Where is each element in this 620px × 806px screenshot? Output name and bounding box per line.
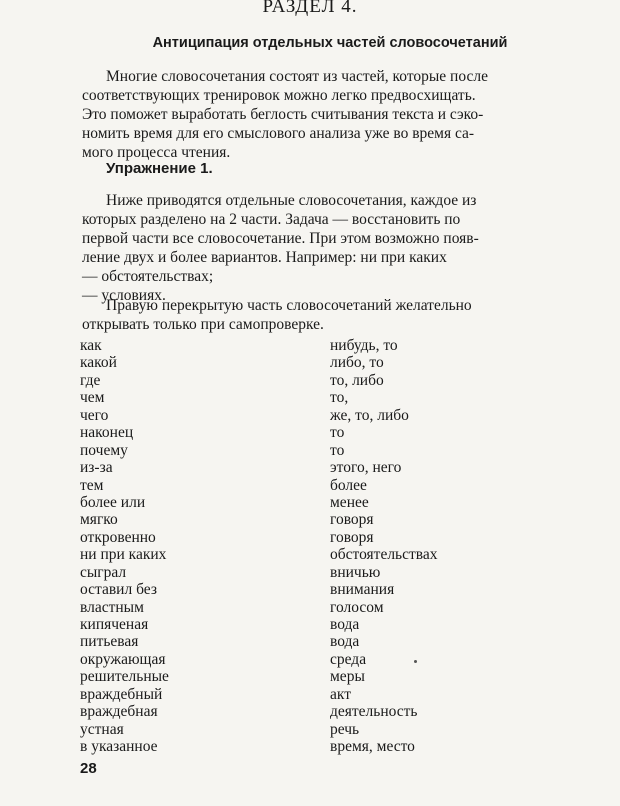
print-speck [414, 660, 417, 663]
word-pair-row [80, 337, 600, 354]
word-pair-row [80, 529, 600, 546]
word-pair-right: вода [330, 633, 360, 651]
word-pair-right: либо, то [330, 354, 384, 372]
word-pair-row [80, 581, 600, 598]
note-line: Правую перекрытую часть словосочетаний желательно [106, 297, 472, 314]
word-pair-left: более или [80, 493, 146, 511]
intro-line: Это поможет выработать беглость считывания текста и сэко- [82, 106, 484, 123]
word-pair-right: время, место [330, 738, 415, 756]
word-pair-row [80, 442, 600, 459]
word-pair-left: чего [80, 406, 109, 424]
word-pair-left: откровенно [80, 528, 156, 546]
word-pair-left: из-за [80, 459, 113, 477]
word-pair-left: наконец [80, 424, 134, 442]
exercise-instructions [82, 191, 582, 305]
word-pair-right: меры [330, 668, 365, 686]
word-pair-right: речь [330, 720, 360, 738]
word-pair-left: ни при каких [80, 546, 167, 564]
word-pair-row [80, 651, 600, 668]
exercise-line: которых разделено на 2 части. Задача — восстановить по [82, 211, 461, 228]
exercise-line: Ниже приводятся отдельные словосочетания, каждое из [106, 192, 477, 209]
word-pair-right: то, либо [330, 371, 384, 389]
word-pair-right: то, [330, 389, 349, 407]
exercise-line: — обстоятельствах; [82, 268, 214, 285]
section-title: РАЗДЕЛ 4. [262, 0, 358, 17]
word-pair-left: чем [80, 389, 105, 407]
word-pair-row [80, 616, 600, 633]
word-pair-left: какой [80, 354, 117, 372]
word-pair-right: вничью [330, 563, 381, 581]
word-pair-left: в указанное [80, 738, 158, 756]
word-pair-row [80, 494, 600, 511]
word-pair-left: властным [80, 598, 144, 616]
word-pair-list [80, 337, 600, 756]
word-pair-right: голосом [330, 598, 384, 616]
word-pair-right: то [330, 441, 345, 459]
word-pair-left: окружающая [80, 650, 166, 668]
word-pair-left: сыграл [80, 563, 127, 581]
word-pair-left: питьевая [80, 633, 139, 651]
word-pair-row [80, 372, 600, 389]
word-pair-left: как [80, 337, 102, 354]
word-pair-right: то [330, 424, 345, 442]
word-pair-right: обстоятельствах [330, 546, 438, 564]
word-pair-row [80, 721, 600, 738]
word-pair-right: же, то, либо [330, 406, 409, 424]
exercise-title: Упражнение 1. [106, 160, 213, 177]
word-pair-right: говоря [330, 511, 374, 529]
word-pair-row [80, 389, 600, 406]
word-pair-right: менее [330, 493, 369, 511]
intro-line: Многие словосочетания состоят из частей, которые после [106, 68, 488, 85]
word-pair-row [80, 633, 600, 650]
word-pair-row [80, 564, 600, 581]
word-pair-row [80, 599, 600, 616]
word-pair-left: мягко [80, 511, 118, 529]
word-pair-right: нибудь, то [330, 337, 398, 354]
word-pair-left: кипяченая [80, 616, 149, 633]
word-pair-row [80, 668, 600, 685]
word-pair-left: враждебная [80, 703, 158, 721]
word-pair-left: почему [80, 441, 128, 459]
word-pair-row [80, 738, 600, 755]
word-pair-row [80, 686, 600, 703]
intro-line: номить время для его смыслового анализа уже во время са- [82, 125, 475, 142]
word-pair-row [80, 459, 600, 476]
word-pair-right: деятельность [330, 703, 418, 721]
word-pair-right: внимания [330, 581, 395, 599]
word-pair-row [80, 407, 600, 424]
word-pair-left: тем [80, 476, 104, 494]
word-pair-right: более [330, 476, 367, 494]
word-pair-row [80, 477, 600, 494]
word-pair-right: говоря [330, 528, 374, 546]
intro-line: мого процесса чтения. [82, 144, 231, 161]
word-pair-left: оставил без [80, 581, 157, 599]
exercise-line: — условиях. [82, 287, 166, 304]
page-number: 28 [80, 760, 97, 777]
word-pair-right: этого, него [330, 459, 402, 477]
word-pair-right: акт [330, 685, 351, 703]
word-pair-right: вода [330, 616, 360, 633]
word-pair-left: враждебный [80, 685, 163, 703]
word-pair-row [80, 511, 600, 528]
word-pair-left: решительные [80, 668, 169, 686]
word-pair-row [80, 424, 600, 441]
word-pair-right: среда [330, 650, 367, 668]
word-pair-row [80, 354, 600, 371]
word-pair-left: где [80, 371, 101, 389]
word-pair-left: устная [80, 720, 124, 738]
self-check-note [82, 296, 582, 334]
section-subtitle: Антиципация отдельных частей словосочетаний [152, 35, 508, 51]
exercise-line: первой части все словосочетание. При этом возможно появ- [82, 230, 479, 247]
intro-line: соответствующих тренировок можно легко предвосхищать. [82, 87, 476, 104]
note-line: открывать только при самопроверке. [82, 316, 324, 333]
intro-paragraph [82, 67, 582, 162]
exercise-line: ление двух и более вариантов. Например: ни при каких [82, 249, 447, 266]
word-pair-row [80, 703, 600, 720]
word-pair-row [80, 546, 600, 563]
